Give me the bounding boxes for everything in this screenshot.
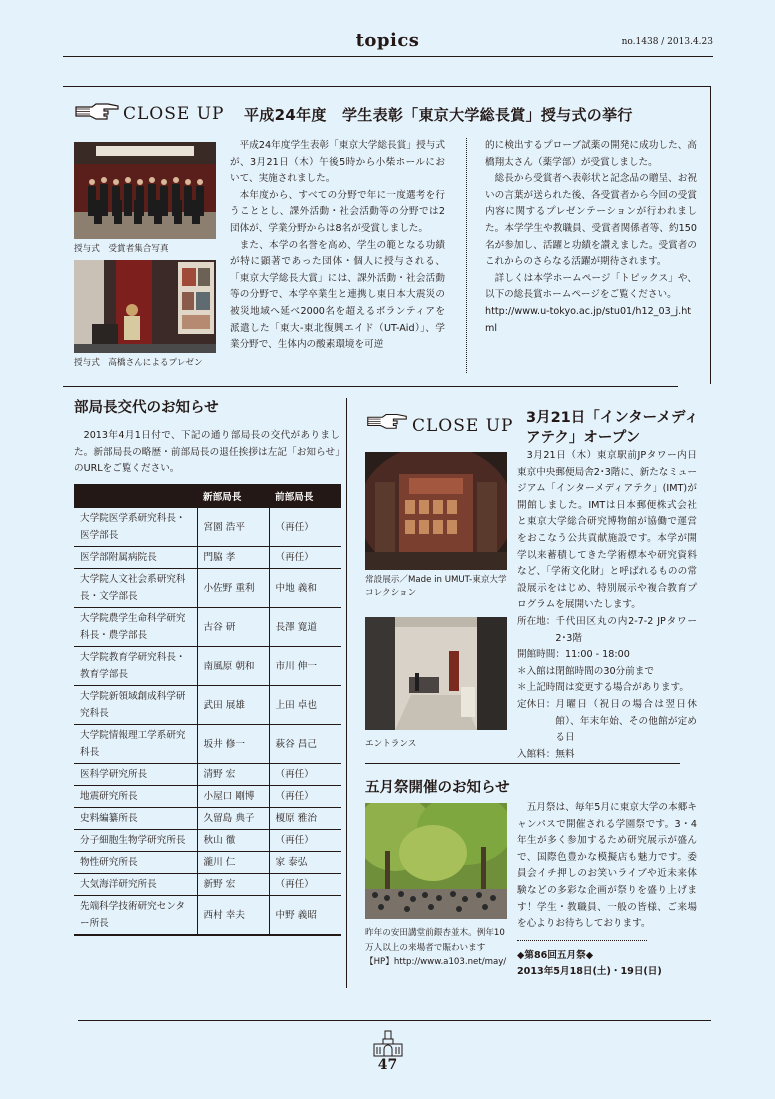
article1-paragraph: 的に検出するプローブ試薬の開発に成功した、高橋翔太さん（薬学部）が受賞しました。 bbox=[485, 140, 697, 168]
issue-info: no.1438 / 2013.4.23 bbox=[621, 37, 713, 47]
table-cell-prev: （再任） bbox=[269, 830, 341, 852]
left-column-rule bbox=[346, 398, 347, 988]
museum-hall-photo bbox=[365, 452, 507, 570]
table-cell-dept: 医科学研究所長 bbox=[74, 764, 197, 786]
table-header-row bbox=[74, 484, 341, 508]
museum-info-row bbox=[517, 647, 697, 664]
article1-top-rule bbox=[63, 86, 711, 87]
article2-title-line: 3月21日「インターメディ bbox=[526, 410, 699, 426]
pointing-hand-icon bbox=[365, 409, 409, 431]
event-name: ◆第86回五月祭◆ bbox=[517, 950, 594, 961]
museum-info-value: ＊上記時間は変更する場合があります。 bbox=[517, 682, 689, 694]
table-cell-prev: （再任） bbox=[269, 547, 341, 569]
table-cell-prev: （再任） bbox=[269, 764, 341, 786]
table-cell-prev: （再任） bbox=[269, 874, 341, 896]
museum-info-row bbox=[517, 664, 697, 681]
entrance-photo bbox=[365, 617, 507, 730]
table-cell-prev: （再任） bbox=[269, 508, 341, 547]
table-row bbox=[74, 569, 341, 608]
table-cell-dept: 大学院教育学研究科長・教育学部長 bbox=[74, 647, 197, 686]
table-row bbox=[74, 808, 341, 830]
table-cell-new: 新野 宏 bbox=[197, 874, 269, 896]
museum-info-value: 11:00 - 18:00 bbox=[564, 649, 630, 661]
article1-right-rule bbox=[710, 86, 711, 384]
museum-info-value: 千代田区丸の内2-7-2 JPタワー2･3階 bbox=[555, 615, 697, 644]
closeup-label: CLOSE UP bbox=[412, 416, 514, 436]
festival-photo-caption: 昨年の安田講堂前銀杏並木。例年10万人以上の来場者で賑わいます【HP】http://www.a103.net/may/ bbox=[365, 928, 507, 967]
museum-info bbox=[517, 614, 697, 763]
table-cell-prev: 榎原 雅治 bbox=[269, 808, 341, 830]
presentation-photo-caption: 授与式 高橋さんによるプレゼン bbox=[74, 358, 203, 368]
table-cell-prev: （再任） bbox=[269, 786, 341, 808]
table-cell-prev: 中野 義昭 bbox=[269, 896, 341, 935]
museum-info-row bbox=[517, 614, 697, 647]
table-row bbox=[74, 852, 341, 874]
header-rule bbox=[63, 56, 713, 57]
article2-title bbox=[526, 408, 699, 448]
museum-info-key: 入館料： bbox=[517, 748, 556, 760]
table-cell-new: 小屋口 剛博 bbox=[197, 786, 269, 808]
table-cell-prev: 家 泰弘 bbox=[269, 852, 341, 874]
museum-info-key: 開館時間： bbox=[517, 649, 565, 661]
table-row bbox=[74, 547, 341, 569]
page-number: 47 bbox=[377, 1057, 398, 1073]
table-cell-new: 宮園 浩平 bbox=[197, 508, 269, 547]
pointing-hand-icon bbox=[74, 98, 120, 122]
article1-paragraph: 詳しくは本学ホームページ「トピックス」や、以下の総長賞ホームページをご覧ください。 bbox=[485, 272, 697, 301]
award-homepage-link[interactable]: http://www.u-tokyo.ac.jp/stu01/h12_03_j.html bbox=[485, 305, 692, 334]
entrance-caption: エントランス bbox=[365, 739, 417, 749]
table-cell-dept: 大学院情報理工学系研究科長 bbox=[74, 725, 197, 764]
table-cell-dept: 大学院人文社会系研究科長・文学部長 bbox=[74, 569, 197, 608]
museum-hall-caption: 常設展示／Made in UMUT-東京大学コレクション bbox=[365, 575, 507, 598]
article2-body: 3月21日（木）東京駅前JPタワー内日東京中央郵便局舎2･3階に、新たなミュージアム「インターメディアテク」(IMT)が開館しました。IMTは日本郵便株式会社と東京大学総合研究博物館が協働で運営をおこなう公共貢献施設です。本学が開学以来蓄積してきた学術標本や研究資料など、「学術文化財」と呼ばれるものの常設展示をはじめ、特別展示や複合教育プログラムを展開いたします。 bbox=[517, 450, 697, 611]
table-cell-prev: 上田 卓也 bbox=[269, 686, 341, 725]
table-cell-dept: 大学院農学生命科学研究科長・農学部長 bbox=[74, 608, 197, 647]
officials-title: 部局長交代のお知らせ bbox=[74, 400, 219, 416]
table-row bbox=[74, 874, 341, 896]
article1-column1 bbox=[230, 138, 445, 354]
officials-intro: 2013年4月1日付で、下記の通り部局長の交代がありました。新部局長の略歴・前部局長の退任挨拶は左記「お知らせ」のURLをご覧ください。 bbox=[74, 430, 340, 475]
table-row bbox=[74, 725, 341, 764]
table-cell-dept: 大気海洋研究所長 bbox=[74, 874, 197, 896]
table-cell-new: 門脇 孝 bbox=[197, 547, 269, 569]
table-cell-dept: 医学部附属病院長 bbox=[74, 547, 197, 569]
article1-title: 平成24年度 学生表彰「東京大学総長賞」授与式の挙行 bbox=[244, 106, 633, 124]
table-cell-prev: 中地 義和 bbox=[269, 569, 341, 608]
table-cell-dept: 物性研究所長 bbox=[74, 852, 197, 874]
table-row bbox=[74, 786, 341, 808]
museum-info-row bbox=[517, 680, 697, 697]
section-rule bbox=[365, 763, 680, 764]
table-cell-new: 久留島 典子 bbox=[197, 808, 269, 830]
article1-column2 bbox=[485, 138, 697, 337]
table-cell-prev: 萩谷 昌己 bbox=[269, 725, 341, 764]
officials-table bbox=[74, 484, 341, 935]
museum-info-value: 月曜日（祝日の場合は翌日休館）、年末年始、その他館が定める日 bbox=[555, 698, 697, 744]
article3-body: 五月祭は、毎年5月に東京大学の本郷キャンパスで開催される学園祭です。3・4年生が多く参加するため研究展示が盛んで、国際色豊かな模擬店も魅力です。委員会イチ押しのお笑いライブや近未来体験などの多彩な企画が祭りを盛り上げます！学生・教職員、一般の皆様、ご来場を心よりお待ちしております。 bbox=[517, 802, 697, 930]
article1-paragraph: 総長から受賞者へ表彰状と記念品の贈呈、お祝いの言葉が送られた後、各受賞者から今回の受賞内容に関するプレゼンテーションが行われました。本学学生や教職員、受賞者関係者等、約150名が参加し、活躍と功績を讃えました。受賞者のこれからのさらなる活躍が期待されます。 bbox=[485, 173, 697, 268]
event-date: 2013年5月18日(土)・19日(日) bbox=[517, 966, 662, 977]
table-row bbox=[74, 830, 341, 852]
museum-info-key: 所在地： bbox=[517, 615, 556, 627]
event-divider bbox=[517, 940, 647, 941]
yasuda-auditorium-icon bbox=[373, 1030, 403, 1058]
museum-info-row bbox=[517, 697, 697, 747]
table-row bbox=[74, 764, 341, 786]
table-cell-dept: 史料編纂所長 bbox=[74, 808, 197, 830]
officials-table-wrap bbox=[74, 484, 341, 936]
festival-photo bbox=[365, 803, 507, 919]
museum-info-value: ＊入館は閉館時間の30分前まで bbox=[517, 665, 654, 677]
table-header-prev: 前部局長 bbox=[269, 484, 341, 508]
table-cell-new: 清野 宏 bbox=[197, 764, 269, 786]
section-rule bbox=[63, 386, 678, 387]
table-cell-prev: 市川 伸一 bbox=[269, 647, 341, 686]
table-row bbox=[74, 686, 341, 725]
table-row bbox=[74, 608, 341, 647]
table-cell-new: 坂井 修一 bbox=[197, 725, 269, 764]
table-cell-new: 小佐野 重利 bbox=[197, 569, 269, 608]
museum-info-key: 定休日： bbox=[517, 698, 556, 710]
table-cell-new: 古谷 研 bbox=[197, 608, 269, 647]
table-cell-dept: 分子細胞生物学研究所長 bbox=[74, 830, 197, 852]
table-cell-new: 西村 幸夫 bbox=[197, 896, 269, 935]
table-cell-new: 武田 展雄 bbox=[197, 686, 269, 725]
table-cell-prev: 長澤 寛道 bbox=[269, 608, 341, 647]
table-cell-dept: 先端科学技術研究センター所長 bbox=[74, 896, 197, 935]
table-header-dept bbox=[74, 484, 197, 508]
table-cell-new: 秋山 徹 bbox=[197, 830, 269, 852]
page-section-title: topics bbox=[355, 30, 420, 51]
table-row bbox=[74, 896, 341, 935]
article2-body-wrap bbox=[517, 448, 697, 763]
event-info bbox=[517, 948, 662, 980]
award-group-photo-caption: 授与式 受賞者集合写真 bbox=[74, 244, 169, 254]
article1-paragraph: 平成24年度学生表彰「東京大学総長賞」授与式が、3月21日（木）午後5時から小柴ホールにおいて、実施されました。 bbox=[230, 140, 445, 185]
table-row bbox=[74, 508, 341, 547]
article2-title-line: アテク」オープン bbox=[526, 430, 641, 446]
award-group-photo bbox=[74, 142, 216, 239]
closeup-label: CLOSE UP bbox=[123, 104, 225, 124]
table-row bbox=[74, 647, 341, 686]
article3-title: 五月祭開催のお知らせ bbox=[365, 780, 510, 796]
table-cell-new: 南風原 朝和 bbox=[197, 647, 269, 686]
table-cell-new: 瀧川 仁 bbox=[197, 852, 269, 874]
presentation-photo bbox=[74, 260, 216, 353]
table-cell-dept: 地震研究所長 bbox=[74, 786, 197, 808]
museum-info-value: 無料 bbox=[555, 748, 575, 760]
table-cell-dept: 大学院医学系研究科長・医学部長 bbox=[74, 508, 197, 547]
column-divider bbox=[466, 138, 467, 373]
table-cell-dept: 大学院新領域創成科学研究科長 bbox=[74, 686, 197, 725]
table-header-new: 新部局長 bbox=[197, 484, 269, 508]
museum-info-row bbox=[517, 747, 697, 764]
article1-paragraph: 本年度から、すべての分野で年に一度選考を行うこととし、課外活動・社会活動等の分野では2団体が、学業分野からは8名が受賞しました。 bbox=[230, 189, 445, 234]
footer-rule bbox=[78, 1020, 711, 1021]
article1-paragraph: また、本学の名誉を高め、学生の範となる功績が特に顕著であった団体・個人に授与される、「東京大学総長大賞」には、課外活動・社会活動等の分野で、本学卒業生と連携し東日本大震災の被災地域へ延べ2000名を超えるボランティアを派遣した「東大-東北復興エイド（UT-Aid）」、学業分野で、生体内の酸素環境を可逆 bbox=[230, 239, 445, 351]
